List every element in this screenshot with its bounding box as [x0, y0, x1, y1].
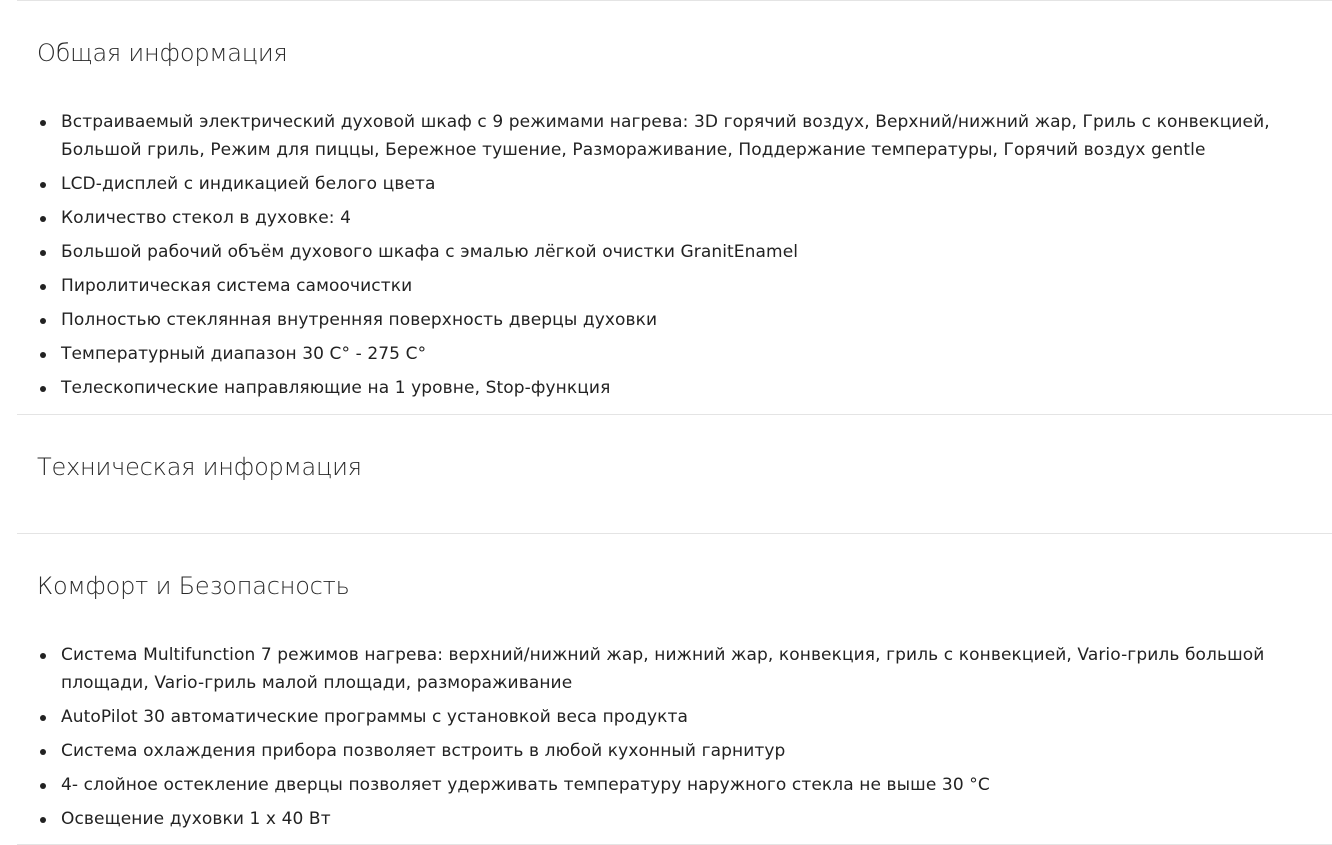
list-item: Большой рабочий объём духового шкафа с эмалью лёгкой очистки GranitEnamel [37, 238, 1332, 266]
comfort-safety-list [37, 641, 1332, 839]
list-item: Система охлаждения прибора позволяет встроить в любой кухонный гарнитур [37, 737, 1332, 765]
list-item: Количество стекол в духовке: 4 [37, 204, 1332, 232]
comfort-safety-section [17, 534, 1332, 844]
list-item: 4- слойное остекление дверцы позволяет удерживать температуру наружного стекла не выше 30 °C [37, 771, 1332, 799]
technical-info-title[interactable]: Техническая информация [37, 453, 362, 481]
general-info-list [37, 108, 1332, 408]
product-features-page [17, 0, 1332, 845]
list-item: LCD-дисплей с индикацией белого цвета [37, 170, 1332, 198]
list-item: Пиролитическая система самоочистки [37, 272, 1332, 300]
list-item: Полностью стеклянная внутренняя поверхность дверцы духовки [37, 306, 1332, 334]
general-info-title: Общая информация [37, 39, 288, 67]
general-info-section [17, 1, 1332, 414]
list-item: Телескопические направляющие на 1 уровне, Stop-функция [37, 374, 1332, 402]
list-item: AutoPilot 30 автоматические программы с установкой веса продукта [37, 703, 1332, 731]
list-item: Система Multifunction 7 режимов нагрева: верхний/нижний жар, нижний жар, конвекция, гриль с конвекцией, Vario-гриль большой площади, Vario-гриль малой площади, размораживание [37, 641, 1332, 697]
comfort-safety-title: Комфорт и Безопасность [37, 572, 350, 600]
list-item: Освещение духовки 1 х 40 Вт [37, 805, 1332, 833]
technical-info-section[interactable] [17, 415, 1332, 533]
list-item: Встраиваемый электрический духовой шкаф с 9 режимами нагрева: 3D горячий воздух, Верхний/нижний жар, Гриль с конвекцией, Большой гриль, Режим для пиццы, Бережное тушение, Размораживание, Поддержание температуры, Горячий воздух gentle [37, 108, 1332, 164]
list-item: Температурный диапазон 30 С° - 275 С° [37, 340, 1332, 368]
